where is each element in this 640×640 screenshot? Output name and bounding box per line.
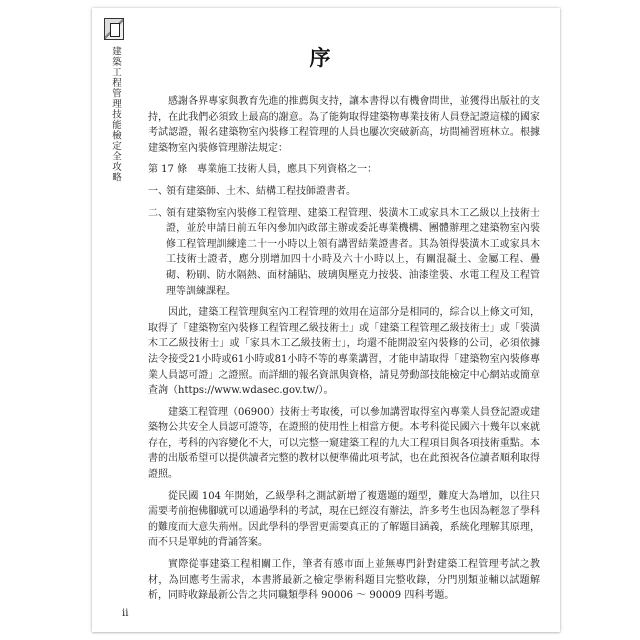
paragraph-closing: 實際從事建築工程相關工作，筆者有感市面上並無專門針對建築工程管理考試之教材，為回應考生需求，本書將最新之檢定學術科題目完整收錄，分門別類並輔以試題解析，同時收錄最新公告之共同職類學科 90006 ～ 90009 四科考題。 <box>148 559 540 602</box>
article-17: 第 17 條 專業施工技術人員，應具下列資格之一： <box>148 164 378 176</box>
paragraph-year-104: 從民國 104 年開始，乙級學科之測試新增了複選題的題型，難度大為增加，以往只需要考前抱佛腳就可以通過學科的考試，現在已經沒有辦法，許多考生也因為輕忽了學科的難度而大意失荊州。因此學科的學習更需要真正的了解題目涵義，系統化理解其原理，而不只是單純的背誦答案。 <box>148 490 540 549</box>
book-logo-icon <box>104 18 124 40</box>
vertical-book-title: 建築工程管理技能檢定全攻略 <box>110 46 121 183</box>
paragraph-intro: 感謝各界專家與教育先進的推薦與支持，讓本書得以有機會問世，並獲得出版社的支持，在此我們必須致上最高的謝意。為了能夠取得建築物專業技術人員登記證這樣的國家考試認證，報名建築物室內裝修工程管理的人員也屢次突破新高，坊間補習班林立。根據建築物室內裝修管理辦法規定： <box>148 96 540 154</box>
list-item-text: 領有建築師、土木、結構工程技師證書者。 <box>166 185 356 197</box>
list-item-text: 領有建築物室內裝修工程管理、建築工程管理、裝潢木工或家具木工乙級以上技術士證，並於申請日前五年內參加內政部主辦或委託專業機構、團體辦理之建築物室內裝修工程管理訓練達二十一小時以上領有講習結業證書者。其為領得裝潢木工或家具木工技術士證者，應分別增加四十小時及六十小時以上，有關混凝土、金屬工程、疊砌、粉刷、防水隔熱、面材舖貼、玻璃與壓克力按裝、油漆塗裝、水電工程及工程管理等訓練課程。 <box>166 207 540 297</box>
list-item <box>148 206 540 300</box>
list-item-number: 一、 <box>148 185 168 197</box>
paragraph-exam-06900: 建築工程管理（06900）技術士考取後，可以參加講習取得室內專業人員登記證或建築物公共安全人員認可證等，在證照的使用性上相當方便。本考科從民國六十幾年以來就存在，考科的內容變化不大，可以完整一窺建築工程的九大工程項目與各項技術重點。本書的出版希望可以提供讀者完整的教材以便準備此項考試，也在此預祝各位讀者順利取得證照。 <box>148 406 540 481</box>
page-heading: 序 <box>309 46 331 70</box>
page-number: ii <box>122 608 129 619</box>
list-item-number: 二、 <box>148 207 168 219</box>
preface-body <box>148 94 540 610</box>
paragraph-qualification: 因此，建築工程管理與室內工程管理的效用在這部分是相同的，綜合以上條文可知，取得了「建築物室內裝修工程管理乙級技術士」或「建築工程管理乙級技術士」或「裝潢木工乙級技術士」或「家具木工乙級技術士」，均還不能開設室內裝修的公司，必須依據法令接受21小時或61小時或81小時不等的專業講習，才能申請取得「建築物室內裝修專業人員認可證」之證照。而詳細的報名資訊與資格，請見勞動部技能檢定中心網站或簡章查詢（https://www.wdasec.gov.tw/）。 <box>148 307 540 397</box>
list-item <box>148 184 540 200</box>
